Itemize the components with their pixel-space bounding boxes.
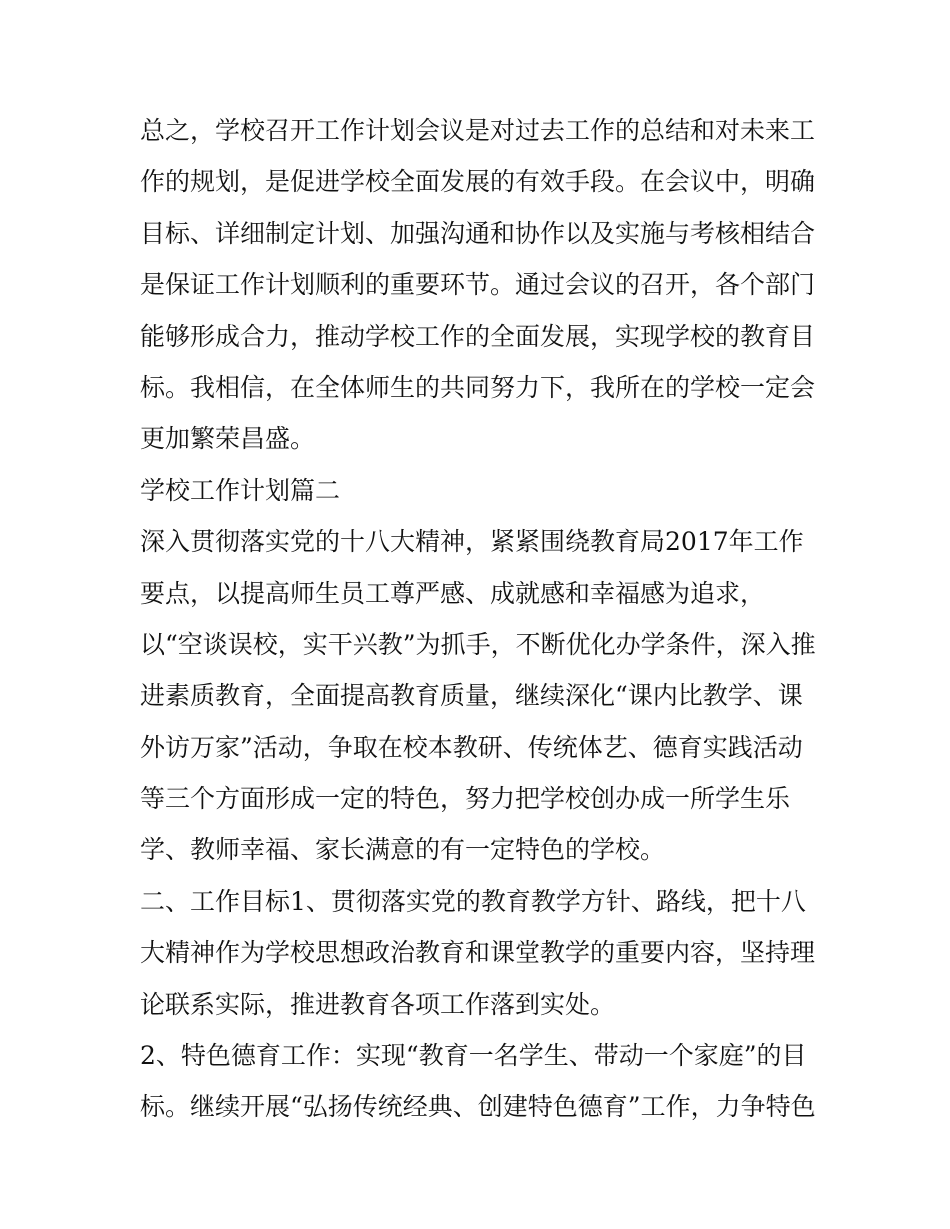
- text-line: 2、特色德育工作：实现“教育一名学生、带动一个家庭”的目: [140, 1041, 807, 1071]
- text-line: 能够形成合力，推动学校工作的全面发展，实现学校的教育目: [140, 321, 816, 351]
- text-line: 外访万家”活动，争取在校本教研、传统体艺、德育实践活动: [140, 732, 803, 762]
- text-line: 大精神作为学校思想政治教育和课堂教学的重要内容，坚持理: [140, 938, 816, 968]
- text-line: 标。我相信，在全体师生的共同努力下，我所在的学校一定会: [140, 372, 816, 402]
- text-line: 目标、详细制定计划、加强沟通和协作以及实施与考核相结合: [140, 218, 816, 248]
- text-line: 要点，以提高师生员工尊严感、成就感和幸福感为追求，: [140, 578, 766, 608]
- document-body: [140, 105, 820, 1133]
- text-line: 等三个方面形成一定的特色，努力把学校创办成一所学生乐: [140, 784, 791, 814]
- text-line: 总之，学校召开工作计划会议是对过去工作的总结和对未来工: [140, 116, 816, 145]
- text-line: 学、教师幸福、家长满意的有一定特色的学校。: [140, 835, 666, 865]
- text-line: 论联系实际，推进教育各项工作落到实处。: [140, 989, 616, 1019]
- text-line: 是保证工作计划顺利的重要环节。通过会议的召开，各个部门: [140, 270, 816, 300]
- text-line: 进素质教育，全面提高教育质量，继续深化“课内比教学、课: [140, 681, 803, 711]
- text-line: 二、工作目标1、贯彻落实党的教育教学方针、路线，把十八: [140, 886, 806, 916]
- text-line: 标。继续开展“弘扬传统经典、创建特色德育”工作，力争特色: [140, 1092, 816, 1122]
- text-line: 以“空谈误校，实干兴教”为抓手，不断优化办学条件，深入推: [140, 629, 816, 659]
- text-line: 作的规划，是促进学校全面发展的有效手段。在会议中，明确: [140, 167, 816, 197]
- text-line: 深入贯彻落实党的十八大精神，紧紧围绕教育局2017年工作: [140, 527, 804, 557]
- text-line: 更加繁荣昌盛。: [140, 424, 316, 454]
- section-heading: 学校工作计划篇二: [140, 475, 341, 505]
